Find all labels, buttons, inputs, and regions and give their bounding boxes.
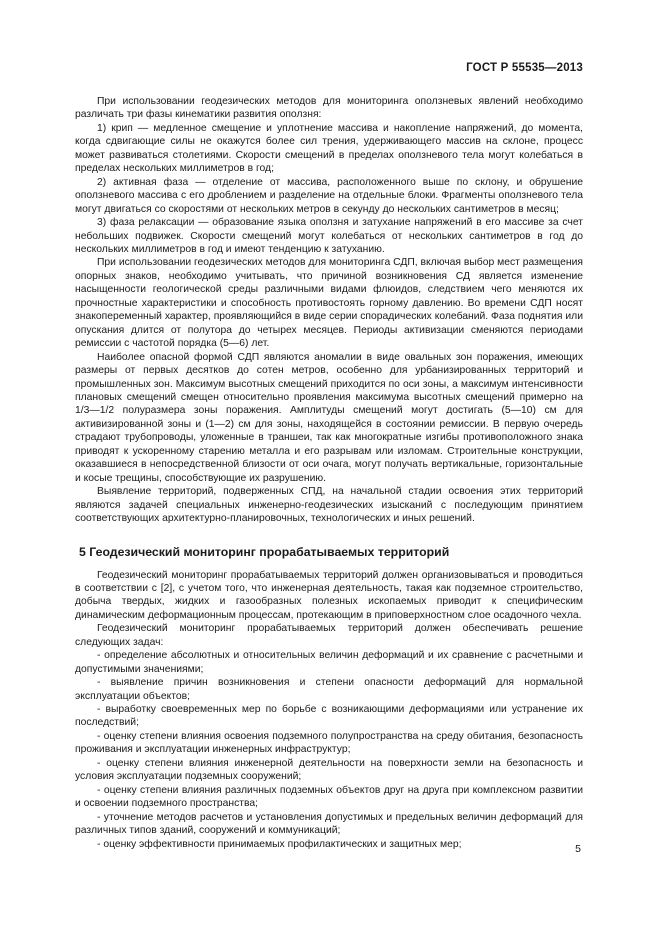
paragraph: Наиболее опасной формой СДП являются аномалии в виде овальных зон поражения, имеющих размеры от первых десятков до сотен метров, особенно для урбанизированных территорий и промышленных зон. Максимум высотных смещений приходится по оси зоны, а максимум интенсивности плановых смещений смещен относительно проявления максимума высотных смещений примерно на 1/3—1/2 полуразмера зоны поражения. Амплитуды смещений могут достигать (5—10) см для активизированной зоны и (1—2) см для зоны, находящейся в состоянии ремиссии. В первую очередь страдают трубопроводы, уложенные в траншеи, так как многократные изгибы противоположного знака приводят к ускоренному старению металла и его разрывам или изломам. Строительные конструкции, оказавшиеся в непосредственной близости от оси очага, могут получать вертикальные, горизонтальные и косые трещины, способствующие их разрушению. (75, 351, 583, 484)
page-number: 5 (575, 843, 581, 855)
list-item: - определение абсолютных и относительных величин деформаций и их сравнение с расчетными и допустимыми значениями; (75, 650, 583, 675)
list-item: - оценку степени влияния освоения подземного полупространства на среду обитания, безопасность проживания и эксплуатации инженерных инфраструктур; (75, 730, 583, 756)
paragraph: Геодезический мониторинг прорабатываемых территорий должен обеспечивать решение следующих задач: (75, 623, 583, 648)
list-item: 2) активная фаза — отделение от массива, расположенного выше по склону, и обрушение оползневого массива с его дроблением и разделение на отдельные блоки. Фрагменты оползневого тела могут двигаться со скоростями от нескольких метров в секунду до нескольких сантиметров в месяц; (75, 176, 583, 215)
list-item: 3) фаза релаксации — образование языка оползня и затухание напряжений в его массиве за счет небольших подвижек. Скорости смещений могут колебаться от нескольких сантиметров в год до нескольких миллиметров в год и имеют тенденцию к затуханию. (75, 217, 583, 255)
list-item: - выработку своевременных мер по борьбе с возникающими деформациями или устранение их последствий; (75, 704, 583, 729)
list-item: - выявление причин возникновения и степени опасности деформаций для нормальной эксплуатации объектов; (75, 677, 583, 702)
section-heading: 5 Геодезический мониторинг прорабатываемых территорий (79, 544, 450, 559)
list-item: - оценку эффективности принимаемых профилактических и защитных мер; (97, 838, 462, 850)
paragraph: Выявление территорий, подверженных СПД, на начальной стадии освоения этих территорий являются задачей специальных инженерно-геодезических изысканий с последующим принятием соответствующих архитектурно-планировочных, технологических и иных решений. (75, 486, 583, 525)
list-item: - оценку степени влияния различных подземных объектов друг на друга при комплексном развитии и освоении подземного пространства; (75, 784, 583, 810)
list-item: - оценку степени влияния инженерной деятельности на поверхности земли на безопасность и условия эксплуатации подземных сооружений; (75, 757, 583, 783)
paragraph: При использовании геодезических методов для мониторинга оползневых явлений необходимо различать три фазы кинематики развития оползня: (75, 96, 583, 121)
document-body (75, 95, 583, 851)
paragraph: При использовании геодезических методов для мониторинга СДП, включая выбор мест размещения опорных знаков, необходимо учитывать, что причиной возникновения СД является изменение насыщенности геологической среды различными видами флюидов, следствием чего меняются их прочностные характеристики и способность противостоять горному давлению. Во времени СДП носят знакопеременный характер, проявляющийся в виде серии спорадических колебаний. Фаза поднятия или опускания длится от полутора до четырех месяцев. Периоды активизации сменяются периодами ремиссии с частотой порядка (5—6) лет. (75, 257, 583, 350)
list-item: 1) крип — медленное смещение и уплотнение массива и накопление напряжений, до момента, когда сдвигающие силы не окажутся более сил трения, удерживающего массив на склоне, процесс может развиваться столетиями. Скорости смещений в пределах оползневого тела могут колебаться в пределах нескольких миллиметров в год; (75, 122, 583, 175)
list-item: - уточнение методов расчетов и установления допустимых и предельных величин деформаций для различных типов зданий, сооружений и коммуникаций; (75, 811, 583, 837)
document-number: ГОСТ Р 55535—2013 (466, 62, 583, 74)
paragraph: Геодезический мониторинг прорабатываемых территорий должен организовываться и проводиться в соответствии с [2], с учетом того, что инженерная деятельность, такая как подземное строительство, добыча твердых, жидких и газообразных полезных ископаемых приводит к специфическим динамическим деформационным процессам, протекающим в приповерхностном слое осадочного чехла. (75, 569, 583, 621)
